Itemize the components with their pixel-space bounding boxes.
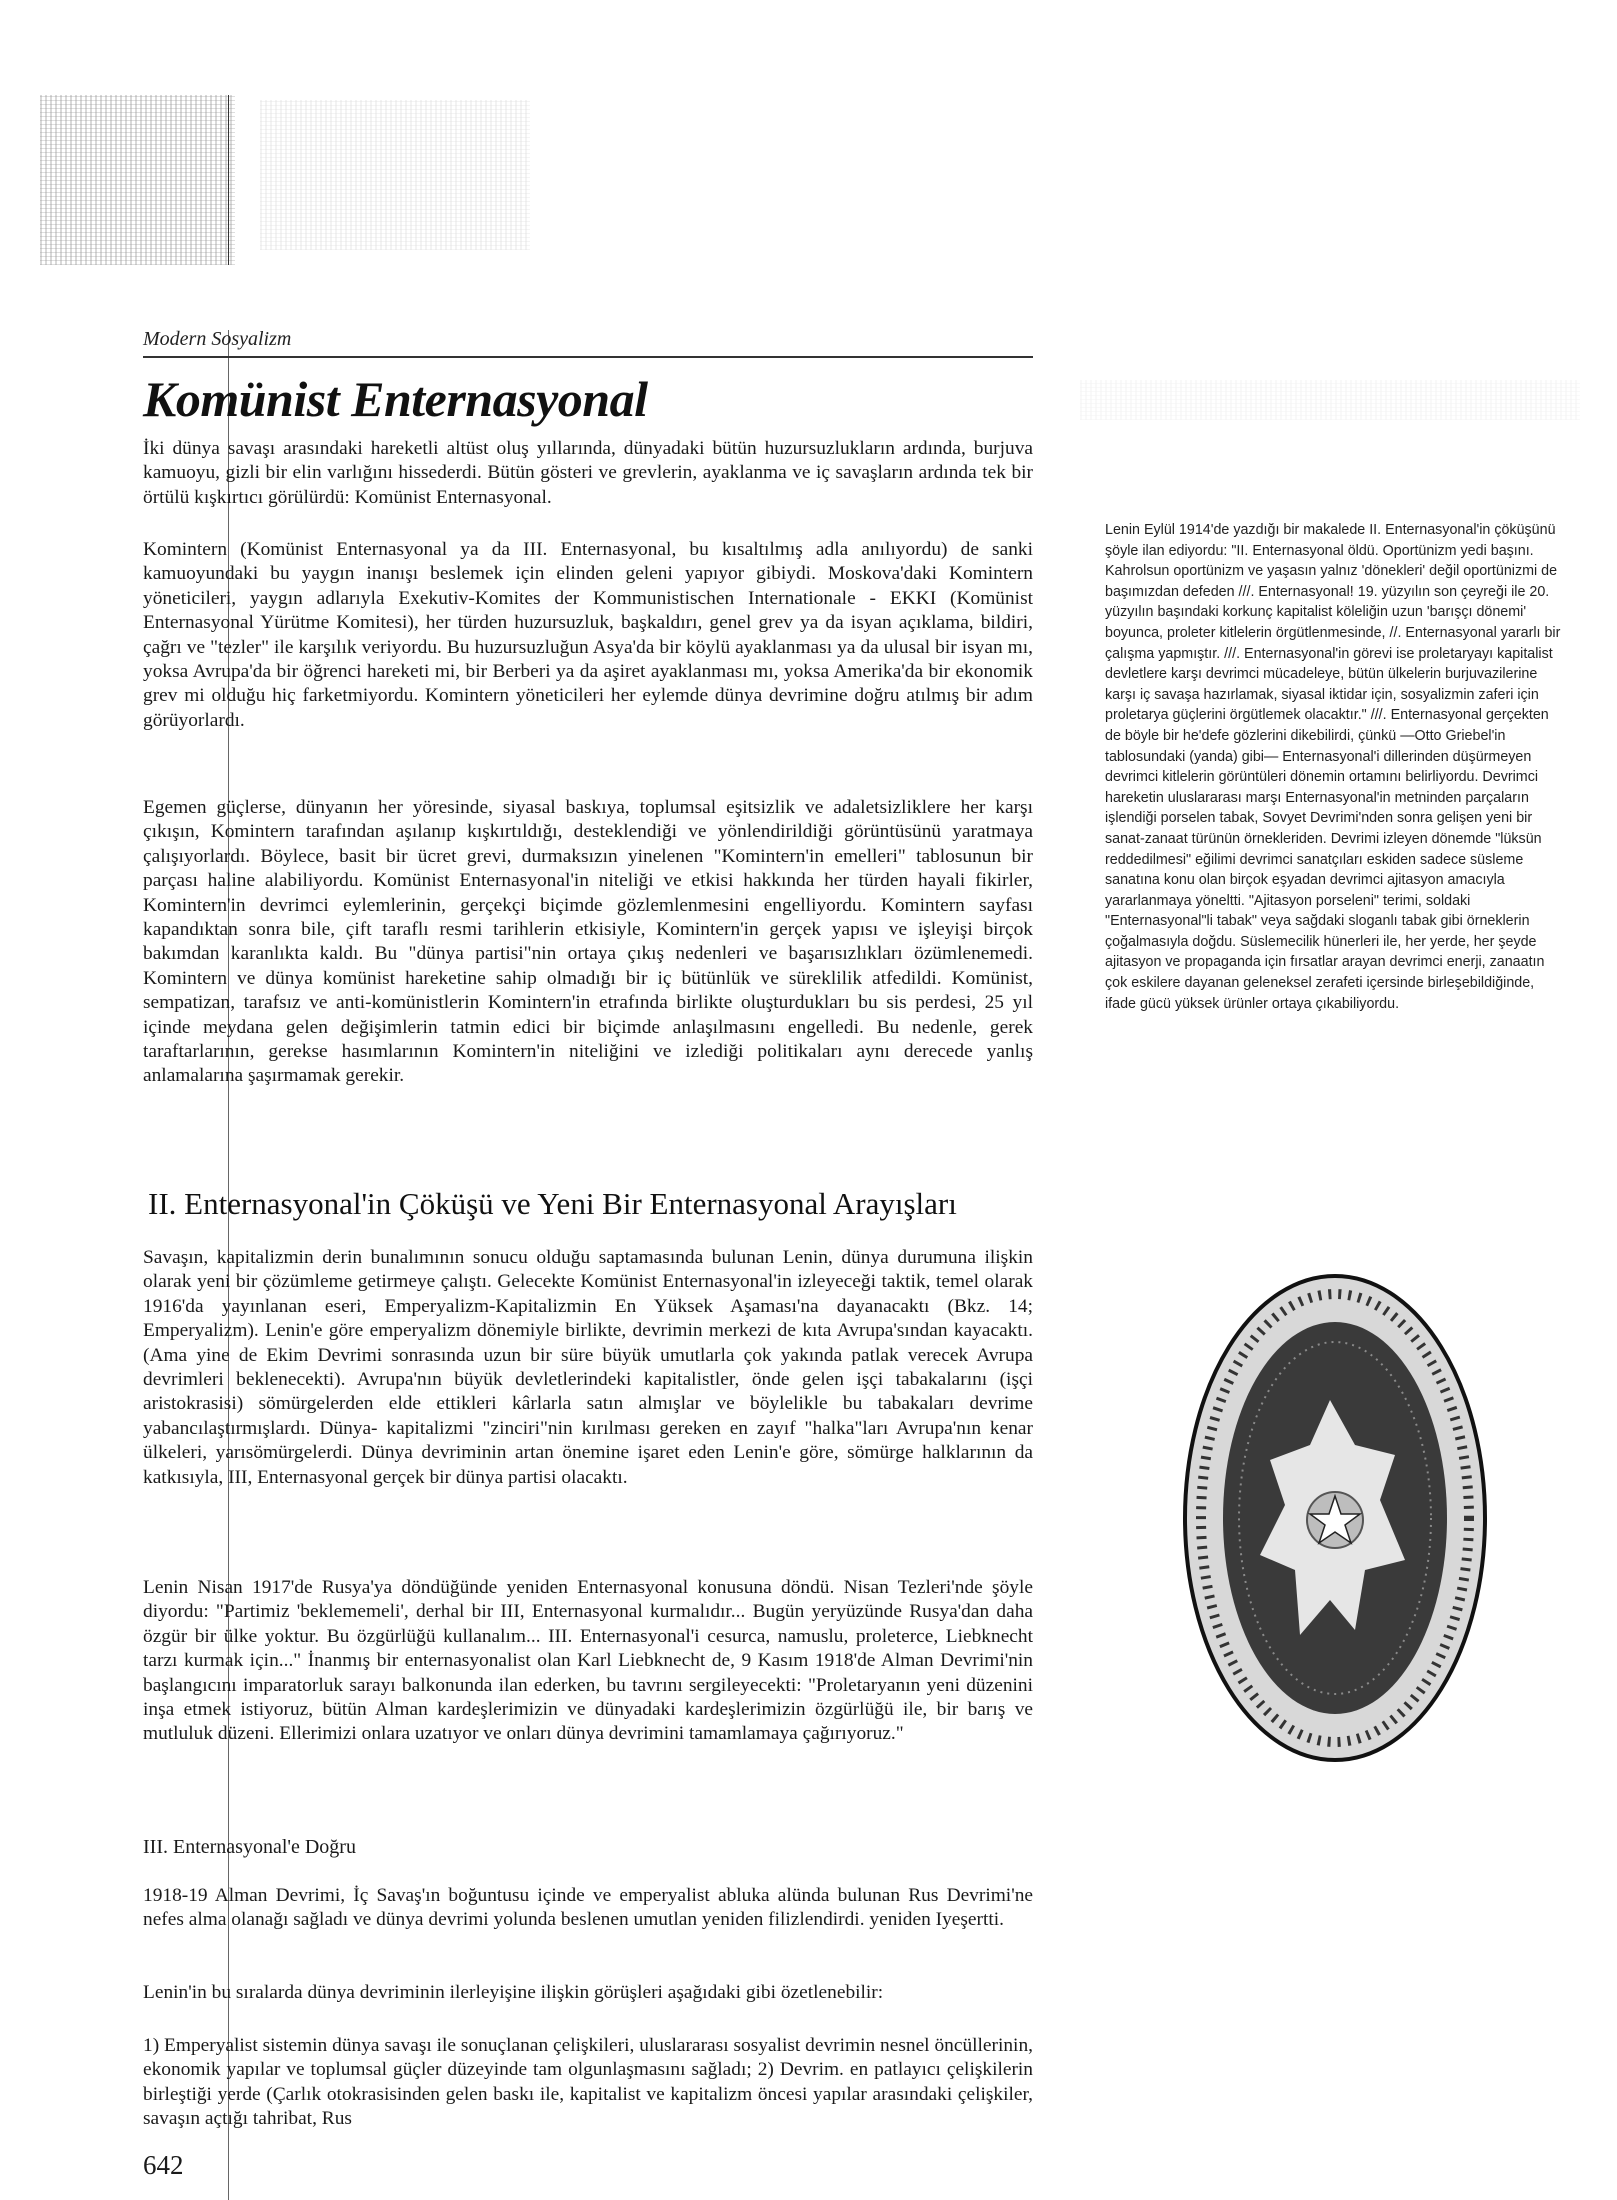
paragraph: 1918-19 Alman Devrimi, İç Savaş'ın boğuntusu içinde ve emperyalist abluka alünda bulunan Rus Devrimi'ne nefes alma olanağı sağladı ve dünya devrimi yolunda beslenen umutlan yeniden filizlendirdi. yeniden Iyeşertti. xyxy=(143,1885,1033,1931)
paragraph: Komintern (Komünist Enternasyonal ya da III. Enternasyonal, bu kısaltılmış adla anılıyordu) de sanki kamuoyundaki bu yaygın inanışı beslemek için elinden geleni yapıyor gibiydi. Moskova'daki Komintern yöneticileri, yaygın adlarıyla Exekutiv-Komites der Kommunistischen Internationale - EKKI (Komünist Enternasyonal Yürütme Komitesi), her türden huzursuzluk, başkaldırı, genel grev ya da isyan açıklama, bildiri, çağrı ve "tezler" ile karşılık veriyordu. Bu huzursuzluğun Asya'da bir köylü ayaklanması ya da ulusal bir isyan mı, yoksa Avrupa'da bir öğrenci hareketi mi, bir Berberi ya da aşiret ayaklanması mı, yoksa Amerika'da bir ekonomik grev mi olduğu hiç farketmiyordu. Komintern yöneticileri her eylemde dünya devrimine doğru atılmış bir adım görüyorlardı. xyxy=(143,539,1033,731)
lenin-analysis-paragraph xyxy=(143,1246,1033,1490)
alman-devrimi-paragraph xyxy=(143,1884,1033,1933)
egemen-paragraph xyxy=(143,796,1033,1089)
paragraph: İki dünya savaşı arasındaki hareketli altüst oluş yıllarında, dünyadaki bütün huzursuzlukların ardında, burjuva kamuoyu, gizli bir elin varlığını hissederdi. Bütün gösteri ve grevlerin, ayaklanma ve iç savaşların ardında tek bir örtülü kışkırtıcı görülürdü: Komünist Enternasyonal. xyxy=(143,438,1033,508)
scan-artifact xyxy=(260,100,530,250)
column-rule xyxy=(228,95,229,265)
paragraph: Savaşın, kapitalizmin derin bunalımının sonucu olduğu saptamasında bulunan Lenin, dünya durumuna ilişkin olarak yeni bir çözümleme getirmeye çalıştı. Gelecekte Komünist Enternasyonal'in izleyeceği taktik, temel olarak 1916'da yayınlanan eseri, Emperyalizm-Kapitalizmin En Yüksek Aşaması'na dayanacaktı (Bkz. 14; Emperyalizm). Lenin'e göre emperyalizm dönemiyle birlikte, devrimin merkezi de kıta Avrupa'sından kayacaktı. (Ama yine de Ekim Devrimi sonrasında uzun bir süre büyük umutlarla çok yakında patlak verecek Avrupa devrimleri beklenecekti). Avrupa'nın büyük devletlerindeki kapitalistler, önde gelen işçi tabakalarını (işçi aristokrasisi) sömürgelerden elde ettikleri kârlarla satın almışlar ve böylelikle bu tabakaları devrime yabancılaştırmışlardı. Dünya- kapitalizmi "zinciri"nin kırılması gereken en zayıf "halka"ları Avrupa'nın kenar ülkeleri, yarısömürgelerdi. Dünya devriminin artan önemine işaret eden Lenin'e göre, sömürge halklarının da katkısıyla, III, Enternasyonal gerçek bir dünya partisi olacaktı. xyxy=(143,1247,1033,1488)
paragraph: Egemen güçlerse, dünyanın her yöresinde, siyasal baskıya, toplumsal eşitsizlik ve adaletsizliklere her karşı çıkışın, Komintern tarafından aşılanıp kışkırtıldığı, desteklendiği ve yönlendirildiği görüntüsünü yaratmaya çalışıyorlardı. Böylece, basit bir ücret grevi, durmaksızın yinelenen "Komintern'in emelleri" tablosunun bir parçası haline alabiliyordu. Komünist Enternasyonal'in niteliği ve etkisi hakkında her türden hayali fikirler, Komintern'in devrimci eylemlerinin, gerçekçi biçimde gözlemlenmesini engelliyordu. Komintern sayfası kapandıktan sonra bile, çift taraflı resmi tarihlerin etkisiyle, Komintern'in gerçek yapısı ve işleyişi birçok bakımdan karanlıkta kaldı. Bu "dünya partisi"nin ortaya çıkış nedenleri ve başarısızlıkları özümlenemedi. Komintern ve dünya komünist hareketine sahip olmadığı bir iç bütünlük ve süreklilik atfedildi. Komünist, sempatizan, tarafsız ve anti-komünistlerin Komintern'in etrafında birlikte oluşturdukları bu sis perdesi, 25 yıl içinde meydana gelen değişimlerin tatmin edici bir biçimde anlaşılmasını engelledi. Bu nedenle, gerek taraftarlarının, gerekse hasımlarının Komintern'in niteliğini ve izlediği politikaları aynı derecede yanlış anlamalarına şaşırmamak gerekir. xyxy=(143,797,1033,1087)
page-number: 642 xyxy=(143,2150,184,2180)
numbered-points-paragraph xyxy=(143,2034,1033,2132)
porcelain-plate-image xyxy=(1180,1270,1490,1765)
page-title: Komünist Enternasyonal xyxy=(143,371,648,427)
caption-text: Lenin Eylül 1914'de yazdığı bir makalede II. Enternasyonal'in çöküşünü şöyle ilan ediyordu: "II. Enternasyonal öldü. Oportünizm yedi başını. Kahrolsun oportünizm ve yaşasın yalnız 'dönekleri' değil oportünizmi de başımızdan defeden ///. Enternasyonal! 19. yüzyılın son çeyreği ile 20. yüzyılın başındaki korkunç kapitalist köleliğin uzun 'barışçı dönemi' boyunca, proleter kitlelerin örgütlenmesinde, //. Enternasyonal yararlı bir çalışma yapmıştır. ///. Enternasyonal'in görevi ise proletaryayı kapitalist devletlere karşı devrimci mücadeleye, bütün ülkelerin burjuvazilerine karşı iç savaşa hazırlamak, siyasal iktidar için, sosyalizmin zaferi için proletarya güçlerini örgütlemek olacaktır." ///. Enternasyonal gerçekten de böyle bir he'defe gözlerini dikebilirdi, çünkü —Otto Griebel'in tablosundaki (yanda) gibi— Enternasyonal'i dillerinden düşürmeyen devrimci kitlelerin görüntüleri dönemin ortamını belirliyordu. Devrimci hareketin uluslararası marşı Enternasyonal'in metninden parçaların işlendiği porselen tabak, Sovyet Devrimi'nden sonra gelişen yeni bir sanat-zanaat türünün örnekleriden. Devrimi izleyen dönemde "lüksün reddedilmesi" eğilimi devrimci sanatçıları eskiden sadece süsleme sanatına konu olan birçok eşyadan devrimci ajitasyon amacıyla yararlanmaya yöneltti. "Ajitasyon porseleni" terimi, soldaki "Enternasyonal"li tabak" veya sağdaki sloganlı tabak gibi örneklerin çoğalmasıyla doğdu. Süslemecilik hünerleri ile, her yerde, her şeyde ajitasyon ve propaganda için fırsatlar arayan devrimci enerji, zanaatın çok eskilere dayanan geleneksel zerafeti içersinde birleşebildiğinde, ifade gücü yüksek ürünler ortaya çıkabiliyordu. xyxy=(1105,522,1561,1012)
intro-paragraph xyxy=(143,437,1033,510)
scan-artifact xyxy=(40,95,235,265)
paragraph: Lenin'in bu sıralarda dünya devriminin ilerleyişine ilişkin görüşleri aşağıdaki gibi özetlenebilir: xyxy=(143,1982,884,2003)
section-label: Modern Sosyalizm xyxy=(143,328,292,350)
summary-paragraph xyxy=(143,1981,1033,2005)
subsection-heading: III. Enternasyonal'e Doğru xyxy=(143,1836,356,1858)
header-rule xyxy=(143,356,1033,358)
paragraph: 1) Emperyalist sistemin dünya savaşı ile sonuçlanan çelişkileri, uluslararası sosyalist devrimin nesnel öncüllerinin, ekonomik yapılar ve toplumsal güçler düzeyinde tam olgunlaşmasını sağladı; 2) Devrim. en patlayıcı çelişkilerin birleştiği yerde (Çarlık otokrasisinden gelen baskı ile, kapitalist ve kapitalizm öncesi yapılar arasındaki çelişkiler, savaşın açtığı tahribat, Rus xyxy=(143,2035,1033,2130)
paragraph: Lenin Nisan 1917'de Rusya'ya döndüğünde yeniden Enternasyonal konusuna döndü. Nisan Tezleri'nde şöyle diyordu: "Partimiz 'beklememeli', derhal bir III, Enternasyonal kurmalıdır... Bugün yeryüzünde Rusya'dan daha özgür bir ülke yoktur. Bu özgürlüğü kullanalım... III. Enternasyonal'i cesurca, namuslu, proleterce, Liebknecht tarzı kurmak için..." İnanmış bir enternasyonalist olan Karl Liebknecht de, 9 Kasım 1918'de Alman Devrimi'nin başlangıcını imparatorluk sarayı balkonunda ilan ederken, bu tavrını sergileyecekti: "Proletaryanın yeni düzenini inşa etmek istiyoruz, bütün Alman kardeşlerimizin ve dünyadaki kardeşlerimizin özgürlüğü ile, bir barış ve mutluluk düzeni. Ellerimizi onlara uzatıyor ve onları dünya devrimini tamamlamaya çağırıyoruz." xyxy=(143,1577,1033,1745)
section-heading: II. Enternasyonal'in Çöküşü ve Yeni Bir Enternasyonal Arayışları xyxy=(148,1186,957,1221)
scan-artifact xyxy=(1080,380,1580,420)
komintern-paragraph xyxy=(143,538,1033,733)
sidebar-caption xyxy=(1105,520,1567,1014)
lenin-april-paragraph xyxy=(143,1576,1033,1747)
